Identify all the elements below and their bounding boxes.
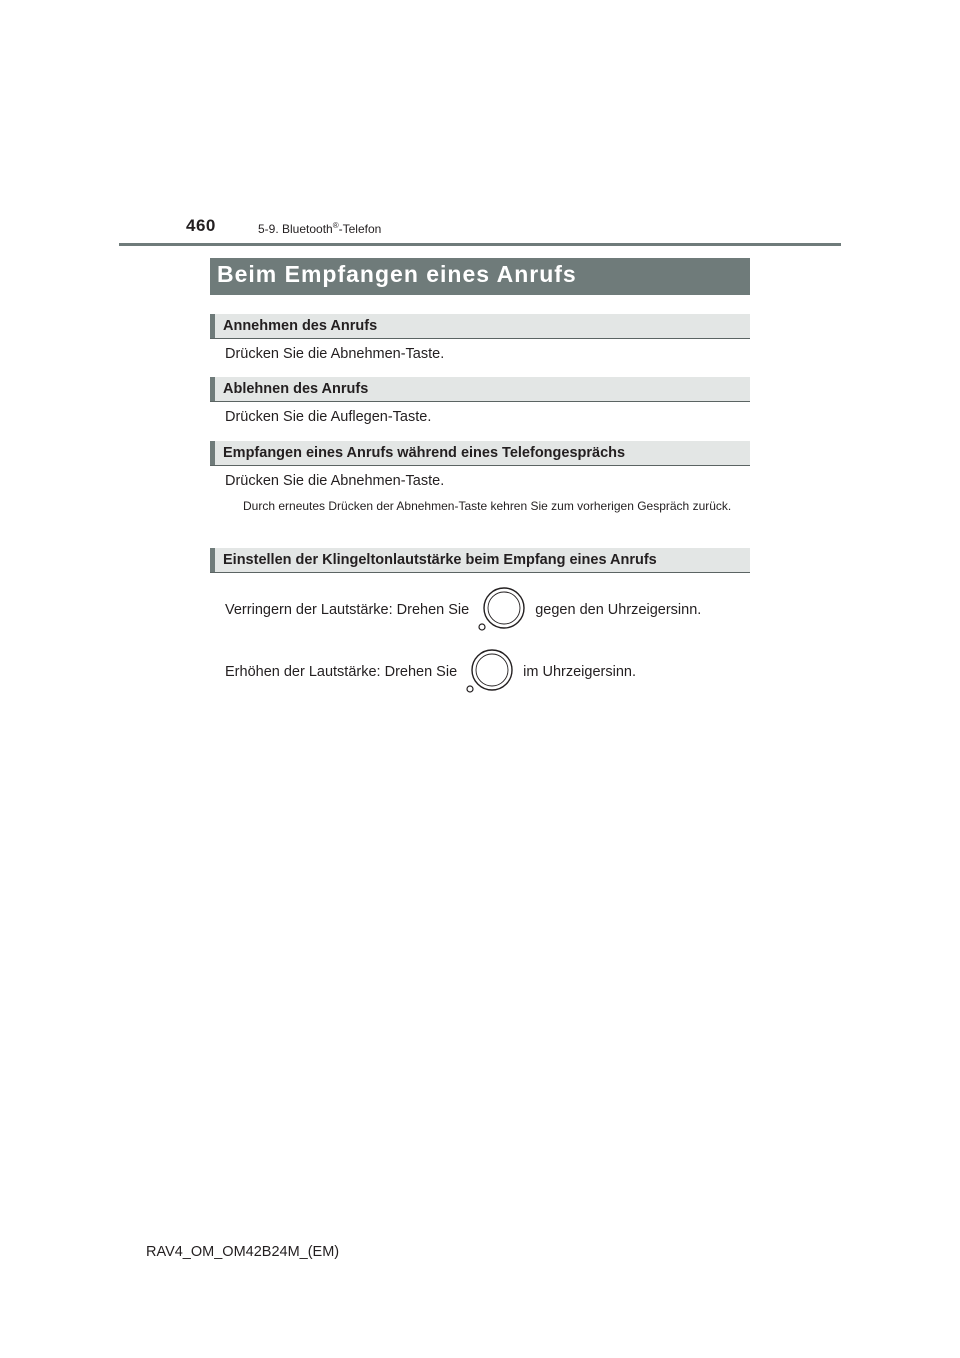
section-suffix: -Telefon <box>338 222 382 236</box>
increase-text-before: Erhöhen der Lautstärke: Drehen Sie <box>225 664 458 680</box>
decrease-text-after: gegen den Uhrzeigersinn. <box>535 602 702 618</box>
heading-label: Empfangen eines Anrufs während eines Telefongesprächs <box>223 445 626 461</box>
heading-label: Annehmen des Anrufs <box>223 318 378 334</box>
answer-call-instruction: Drücken Sie die Abnehmen-Taste. <box>225 346 445 362</box>
section-prefix: 5-9. Bluetooth <box>258 222 333 236</box>
reject-call-instruction: Drücken Sie die Auflegen-Taste. <box>225 409 432 425</box>
call-waiting-instruction: Drücken Sie die Abnehmen-Taste. <box>225 473 445 489</box>
volume-increase-line <box>225 649 636 695</box>
volume-decrease-line <box>225 587 701 633</box>
decrease-text-before: Verringern der Lautstärke: Drehen Sie <box>225 602 470 618</box>
document-code: RAV4_OM_OM42B24M_(EM) <box>146 1244 340 1260</box>
volume-knob-icon <box>465 649 515 695</box>
page-title-bar <box>210 258 750 295</box>
registered-mark: ® <box>332 221 339 230</box>
volume-knob-icon <box>477 587 527 633</box>
heading-label: Ablehnen des Anrufs <box>223 381 369 397</box>
heading-answer-call <box>210 314 750 339</box>
heading-label: Einstellen der Klingeltonlautstärke beim Empfang eines Anrufs <box>223 552 657 568</box>
header-divider <box>119 243 841 246</box>
page-title: Beim Empfangen eines Anrufs <box>217 261 577 287</box>
heading-ringtone-volume <box>210 548 750 573</box>
section-reference <box>258 221 381 236</box>
heading-reject-call <box>210 377 750 402</box>
heading-call-waiting <box>210 441 750 466</box>
increase-text-after: im Uhrzeigersinn. <box>523 664 636 680</box>
page-number: 460 <box>186 216 216 235</box>
call-waiting-note: Durch erneutes Drücken der Abnehmen-Taste kehren Sie zum vorherigen Gespräch zurück. <box>243 499 732 513</box>
